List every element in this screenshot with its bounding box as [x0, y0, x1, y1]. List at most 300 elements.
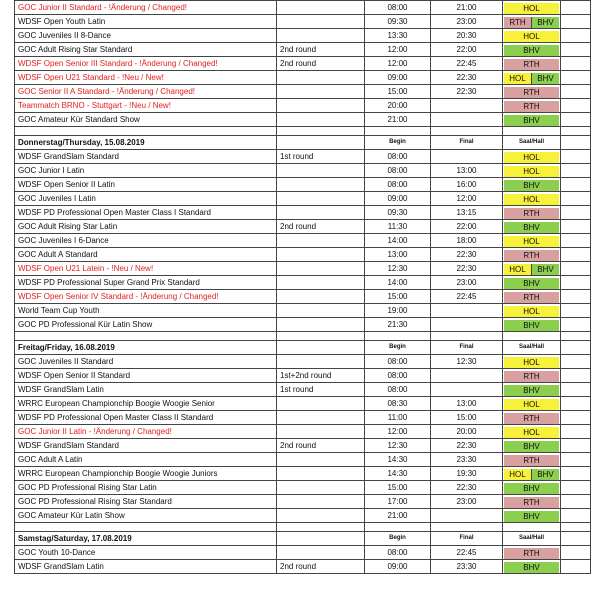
event-final [431, 383, 503, 397]
event-final: 23:00 [431, 495, 503, 509]
hall-badge: HOL [504, 3, 559, 14]
hall-cell [503, 164, 561, 178]
event-round [277, 290, 365, 304]
event-round: 2nd round [277, 57, 365, 71]
event-final [431, 99, 503, 113]
event-begin: 14:00 [365, 234, 431, 248]
hall-cell [503, 318, 561, 332]
pad-cell [561, 29, 591, 43]
event-name: GOC PD Professional Rising Star Standard [15, 495, 277, 509]
hall-cell [503, 481, 561, 495]
hall-cell [503, 178, 561, 192]
event-begin: 15:00 [365, 85, 431, 99]
table-row [15, 234, 591, 248]
event-final: 13:15 [431, 206, 503, 220]
event-final: 22:30 [431, 248, 503, 262]
hall-cell [503, 369, 561, 383]
spacer-row [15, 332, 591, 341]
event-name: Teammatch BRNO - Stuttgart - !Neu / New! [15, 99, 277, 113]
table-row [15, 192, 591, 206]
event-round [277, 15, 365, 29]
event-begin: 09:30 [365, 15, 431, 29]
pad-cell [561, 136, 591, 150]
event-final [431, 509, 503, 523]
event-begin: 14:00 [365, 276, 431, 290]
event-round [277, 29, 365, 43]
pad-cell [561, 383, 591, 397]
event-round [277, 546, 365, 560]
hall-cell [503, 425, 561, 439]
event-name: GOC Senior II A Standard - !Änderung / Changed! [15, 85, 277, 99]
pad-cell [561, 355, 591, 369]
pad-cell [561, 290, 591, 304]
event-round [277, 355, 365, 369]
event-final: 20:30 [431, 29, 503, 43]
pad-cell [561, 369, 591, 383]
table-row [15, 318, 591, 332]
hall-header: Saal/Hall [503, 341, 561, 355]
event-begin: 09:00 [365, 560, 431, 574]
event-name: GOC Adult Rising Star Standard [15, 43, 277, 57]
final-header: Final [431, 532, 503, 546]
event-name: GOC Junior II Latin - !Änderung / Changed! [15, 425, 277, 439]
pad-cell [561, 85, 591, 99]
event-final: 22:30 [431, 481, 503, 495]
event-round [277, 99, 365, 113]
hall-cell [503, 397, 561, 411]
hall-badge: RTH [504, 455, 559, 466]
event-round [277, 164, 365, 178]
event-round [277, 411, 365, 425]
event-name: GOC Juveniles I 6-Dance [15, 234, 277, 248]
table-row [15, 57, 591, 71]
event-round [277, 262, 365, 276]
hall-split [504, 264, 559, 275]
hall-cell [503, 192, 561, 206]
hall-badge: RTH [504, 17, 531, 28]
hall-cell [503, 383, 561, 397]
pad-cell [561, 192, 591, 206]
hall-cell [503, 276, 561, 290]
event-name: GOC Juveniles II Standard [15, 355, 277, 369]
hall-badge: RTH [504, 371, 559, 382]
event-name: WDSF Open Senior II Standard [15, 369, 277, 383]
hall-badge: BHV [531, 17, 559, 28]
event-name: WDSF PD Professional Open Master Class II Standard [15, 411, 277, 425]
event-name: WDSF PD Professional Open Master Class I Standard [15, 206, 277, 220]
hall-badge: HOL [504, 306, 559, 317]
hall-header: Saal/Hall [503, 532, 561, 546]
pad-cell [561, 425, 591, 439]
day-header-row [15, 532, 591, 546]
table-row [15, 495, 591, 509]
event-final [431, 318, 503, 332]
event-begin: 14:30 [365, 453, 431, 467]
pad-cell [561, 113, 591, 127]
event-final: 19:30 [431, 467, 503, 481]
spacer-cell [365, 332, 431, 341]
event-begin: 12:30 [365, 439, 431, 453]
event-begin: 08:00 [365, 1, 431, 15]
event-begin: 11:00 [365, 411, 431, 425]
hall-badge: RTH [504, 101, 559, 112]
event-name: GOC Juveniles I Latin [15, 192, 277, 206]
event-round [277, 453, 365, 467]
hall-badge: RTH [504, 497, 559, 508]
event-final: 15:00 [431, 411, 503, 425]
hall-badge: BHV [504, 115, 559, 126]
event-name: GOC Juveniles II 8-Dance [15, 29, 277, 43]
event-round [277, 481, 365, 495]
pad-cell [561, 206, 591, 220]
event-final: 22:30 [431, 262, 503, 276]
final-header: Final [431, 341, 503, 355]
event-begin: 12:00 [365, 43, 431, 57]
event-begin: 12:30 [365, 262, 431, 276]
hall-badge: BHV [504, 483, 559, 494]
hall-cell [503, 546, 561, 560]
spacer-cell [431, 332, 503, 341]
event-name: WDSF Open Senior III Standard - !Änderung / Changed! [15, 57, 277, 71]
table-row [15, 355, 591, 369]
hall-badge: HOL [504, 31, 559, 42]
event-round [277, 467, 365, 481]
hall-cell [503, 290, 561, 304]
hall-badge: HOL [504, 357, 559, 368]
event-final: 22:30 [431, 85, 503, 99]
event-round [277, 113, 365, 127]
spacer-cell [503, 332, 561, 341]
pad-cell [561, 43, 591, 57]
hall-cell [503, 262, 561, 276]
event-final: 16:00 [431, 178, 503, 192]
event-begin: 20:00 [365, 99, 431, 113]
table-row [15, 276, 591, 290]
pad-cell [561, 532, 591, 546]
hall-badge: BHV [504, 222, 559, 233]
event-begin: 08:00 [365, 178, 431, 192]
event-round [277, 192, 365, 206]
pad-cell [561, 276, 591, 290]
hall-cell [503, 220, 561, 234]
hall-cell [503, 467, 561, 481]
spacer-cell [365, 127, 431, 136]
spacer-cell [561, 332, 591, 341]
hall-badge: BHV [531, 264, 559, 275]
day-title: Donnerstag/Thursday, 15.08.2019 [15, 136, 277, 150]
hall-cell [503, 71, 561, 85]
event-final: 23:30 [431, 560, 503, 574]
pad-cell [561, 15, 591, 29]
event-name: GOC Junior II Standard - !Änderung / Changed! [15, 1, 277, 15]
hall-cell [503, 150, 561, 164]
event-name: WDSF GrandSlam Latin [15, 383, 277, 397]
event-round: 1st round [277, 383, 365, 397]
hall-badge: HOL [504, 194, 559, 205]
event-final: 22:45 [431, 546, 503, 560]
event-final: 22:30 [431, 71, 503, 85]
event-final: 12:30 [431, 355, 503, 369]
event-name: GOC Adult Rising Star Latin [15, 220, 277, 234]
hall-badge: RTH [504, 250, 559, 261]
spacer-cell [561, 523, 591, 532]
hall-cell [503, 15, 561, 29]
hall-badge: RTH [504, 59, 559, 70]
event-begin: 21:00 [365, 509, 431, 523]
hall-split [504, 73, 559, 84]
event-begin: 08:00 [365, 150, 431, 164]
event-final: 22:45 [431, 290, 503, 304]
event-name: WRRC European Championchip Boogie Woogie Juniors [15, 467, 277, 481]
table-row [15, 467, 591, 481]
pad-cell [561, 220, 591, 234]
pad-cell [561, 481, 591, 495]
pad-cell [561, 304, 591, 318]
event-round [277, 318, 365, 332]
event-final: 18:00 [431, 234, 503, 248]
event-name: World Team Cup Youth [15, 304, 277, 318]
pad-cell [561, 262, 591, 276]
event-round [277, 425, 365, 439]
table-row [15, 248, 591, 262]
spacer-cell [503, 127, 561, 136]
hall-badge: RTH [504, 292, 559, 303]
hall-badge: BHV [504, 180, 559, 191]
event-round [277, 85, 365, 99]
event-name: GOC PD Professional Rising Star Latin [15, 481, 277, 495]
pad-cell [561, 495, 591, 509]
table-row [15, 71, 591, 85]
day-header-row [15, 341, 591, 355]
event-final: 22:00 [431, 220, 503, 234]
event-name: WDSF Open Senior II Latin [15, 178, 277, 192]
hall-badge: HOL [504, 427, 559, 438]
pad-cell [561, 150, 591, 164]
pad-cell [561, 453, 591, 467]
hall-cell [503, 29, 561, 43]
event-begin: 12:00 [365, 57, 431, 71]
event-round: 2nd round [277, 43, 365, 57]
event-round: 2nd round [277, 560, 365, 574]
round-cell [277, 341, 365, 355]
event-name: GOC Amateur Kür Standard Show [15, 113, 277, 127]
hall-header: Saal/Hall [503, 136, 561, 150]
hall-split [504, 17, 559, 28]
event-name: GOC Adult A Latin [15, 453, 277, 467]
event-begin: 08:00 [365, 164, 431, 178]
event-name: GOC Adult A Standard [15, 248, 277, 262]
hall-badge: BHV [504, 45, 559, 56]
event-final [431, 150, 503, 164]
hall-badge: BHV [504, 320, 559, 331]
day-title: Samstag/Saturday, 17.08.2019 [15, 532, 277, 546]
event-final: 12:00 [431, 192, 503, 206]
pad-cell [561, 57, 591, 71]
table-row [15, 290, 591, 304]
schedule-body [15, 1, 591, 574]
hall-cell [503, 85, 561, 99]
event-final: 13:00 [431, 397, 503, 411]
event-final: 13:00 [431, 164, 503, 178]
event-begin: 08:00 [365, 369, 431, 383]
pad-cell [561, 439, 591, 453]
table-row [15, 509, 591, 523]
hall-badge: HOL [504, 399, 559, 410]
event-begin: 13:00 [365, 248, 431, 262]
event-round [277, 397, 365, 411]
final-header: Final [431, 136, 503, 150]
spacer-cell [277, 127, 365, 136]
table-row [15, 150, 591, 164]
pad-cell [561, 411, 591, 425]
hall-badge: HOL [504, 73, 531, 84]
event-begin: 08:30 [365, 397, 431, 411]
event-name: WDSF GrandSlam Standard [15, 439, 277, 453]
schedule-table [14, 0, 591, 574]
pad-cell [561, 509, 591, 523]
event-final: 23:00 [431, 15, 503, 29]
hall-badge: BHV [504, 511, 559, 522]
pad-cell [561, 318, 591, 332]
hall-cell [503, 1, 561, 15]
table-row [15, 481, 591, 495]
event-begin: 09:00 [365, 192, 431, 206]
event-round [277, 206, 365, 220]
event-begin: 21:00 [365, 113, 431, 127]
event-final: 21:00 [431, 1, 503, 15]
event-begin: 19:00 [365, 304, 431, 318]
spacer-cell [277, 332, 365, 341]
hall-badge: RTH [504, 548, 559, 559]
pad-cell [561, 397, 591, 411]
spacer-row [15, 127, 591, 136]
hall-cell [503, 560, 561, 574]
event-name: GOC Amateur Kür Latin Show [15, 509, 277, 523]
hall-cell [503, 113, 561, 127]
event-name: GOC Junior I Latin [15, 164, 277, 178]
table-row [15, 164, 591, 178]
begin-header: Begin [365, 341, 431, 355]
event-round [277, 1, 365, 15]
hall-badge: RTH [504, 413, 559, 424]
hall-badge: BHV [531, 73, 559, 84]
hall-cell [503, 509, 561, 523]
table-row [15, 397, 591, 411]
event-name: WDSF Open U21 Standard - !Neu / New! [15, 71, 277, 85]
hall-badge: BHV [504, 385, 559, 396]
pad-cell [561, 560, 591, 574]
hall-cell [503, 411, 561, 425]
pad-cell [561, 1, 591, 15]
table-row [15, 43, 591, 57]
hall-badge: BHV [531, 469, 559, 480]
hall-badge: HOL [504, 152, 559, 163]
event-begin: 11:30 [365, 220, 431, 234]
hall-badge: HOL [504, 469, 531, 480]
table-row [15, 304, 591, 318]
table-row [15, 383, 591, 397]
event-name: WRRC European Championchip Boogie Woogie Senior [15, 397, 277, 411]
hall-cell [503, 99, 561, 113]
event-round [277, 304, 365, 318]
begin-header: Begin [365, 532, 431, 546]
table-row [15, 439, 591, 453]
spacer-cell [561, 127, 591, 136]
event-name: WDSF PD Professional Super Grand Prix Standard [15, 276, 277, 290]
hall-badge: RTH [504, 208, 559, 219]
event-round [277, 71, 365, 85]
event-round [277, 509, 365, 523]
round-cell [277, 136, 365, 150]
event-begin: 09:00 [365, 71, 431, 85]
table-row [15, 411, 591, 425]
hall-cell [503, 234, 561, 248]
spacer-cell [15, 332, 277, 341]
event-name: WDSF Open U21 Latein - !Neu / New! [15, 262, 277, 276]
event-round [277, 248, 365, 262]
table-row [15, 369, 591, 383]
table-row [15, 425, 591, 439]
table-row [15, 560, 591, 574]
pad-cell [561, 546, 591, 560]
hall-cell [503, 57, 561, 71]
event-final: 23:00 [431, 276, 503, 290]
event-begin: 21:30 [365, 318, 431, 332]
round-cell [277, 532, 365, 546]
table-row [15, 99, 591, 113]
hall-badge: HOL [504, 236, 559, 247]
table-row [15, 206, 591, 220]
event-round [277, 495, 365, 509]
event-begin: 12:00 [365, 425, 431, 439]
event-begin: 08:00 [365, 546, 431, 560]
event-round: 2nd round [277, 439, 365, 453]
hall-badge: HOL [504, 264, 531, 275]
spacer-cell [15, 127, 277, 136]
hall-cell [503, 453, 561, 467]
pad-cell [561, 99, 591, 113]
event-begin: 13:30 [365, 29, 431, 43]
hall-cell [503, 495, 561, 509]
pad-cell [561, 178, 591, 192]
pad-cell [561, 71, 591, 85]
event-name: WDSF GrandSlam Standard [15, 150, 277, 164]
event-final: 22:00 [431, 43, 503, 57]
hall-cell [503, 43, 561, 57]
hall-badge: BHV [504, 562, 559, 573]
event-name: WDSF GrandSlam Latin [15, 560, 277, 574]
spacer-cell [503, 523, 561, 532]
event-begin: 08:00 [365, 355, 431, 369]
day-title: Freitag/Friday, 16.08.2019 [15, 341, 277, 355]
hall-cell [503, 248, 561, 262]
event-name: WDSF Open Senior IV Standard - !Änderung / Changed! [15, 290, 277, 304]
event-name: GOC Youth 10-Dance [15, 546, 277, 560]
hall-cell [503, 439, 561, 453]
spacer-cell [431, 523, 503, 532]
event-begin: 08:00 [365, 383, 431, 397]
event-round [277, 276, 365, 290]
hall-cell [503, 304, 561, 318]
event-begin: 15:00 [365, 481, 431, 495]
event-final: 22:45 [431, 57, 503, 71]
event-final: 22:30 [431, 439, 503, 453]
table-row [15, 1, 591, 15]
hall-badge: BHV [504, 278, 559, 289]
day-header-row [15, 136, 591, 150]
event-final: 23:30 [431, 453, 503, 467]
pad-cell [561, 234, 591, 248]
